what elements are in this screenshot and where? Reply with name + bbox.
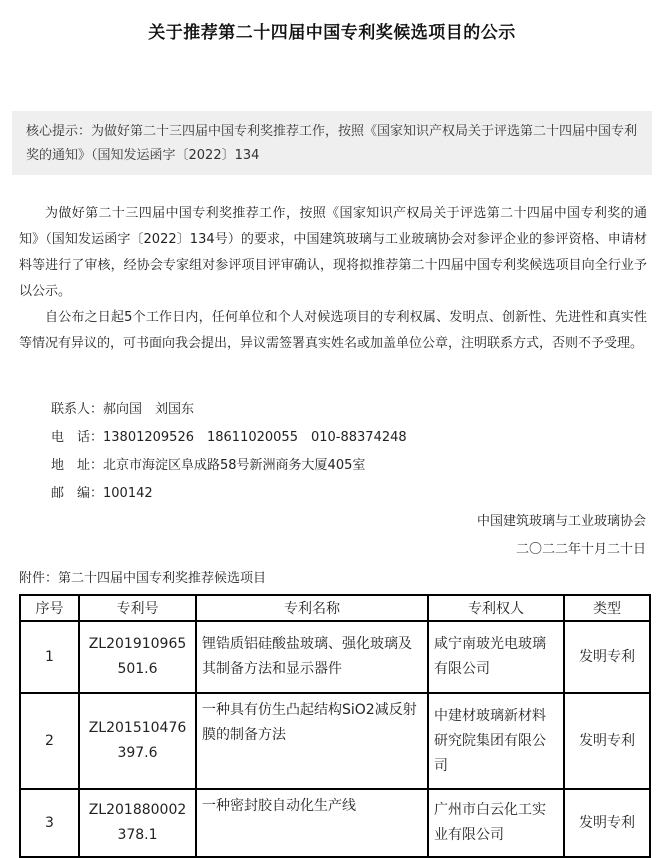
notice-body (19, 201, 647, 357)
cell-serial: 1 (20, 621, 79, 693)
cell-type: 发明专利 (564, 621, 650, 693)
attachment-caption: 附件：第二十四届中国专利奖推荐候选项目 (19, 571, 267, 586)
summary-text: 为做好第二十三四届中国专利奖推荐工作，按照《国家知识产权局关于评选第二十四届中国专利奖的通知》（国知发运函字〔2022〕134 (26, 124, 638, 163)
body-paragraph-2: 自公布之日起5个工作日内，任何单位和个人对候选项目的专利权属、发明点、创新性、先进性和真实性等情况有异议的，可书面向我会提出，异议需签署真实姓名或加盖单位公章，注明联系方式，否则不予受理。 (19, 310, 647, 351)
cell-patentee: 广州市白云化工实业有限公司 (428, 789, 564, 857)
contact-postcode-value: 100142 (103, 486, 153, 501)
contact-address-value: 北京市海淀区阜成路58号新洲商务大厦405室 (103, 458, 366, 473)
cell-patentee: 中建材玻璃新材料研究院集团有限公司 (428, 693, 564, 789)
summary-label: 核心提示： (26, 124, 92, 139)
contact-person-value: 郝向国 刘国东 (103, 402, 195, 417)
table-row (20, 621, 650, 693)
signature-organization: 中国建筑玻璃与工业玻璃协会 (476, 514, 646, 529)
cell-type: 发明专利 (564, 789, 650, 857)
header-type: 类型 (564, 595, 650, 621)
cell-patent-number: ZL201510476397.6 (79, 693, 196, 789)
header-patentee: 专利权人 (428, 595, 564, 621)
summary-box (12, 111, 652, 175)
cell-patent-name: 一种密封胶自动化生产线 (196, 789, 428, 857)
contact-phone (51, 425, 407, 451)
cell-patent-name: 一种具有仿生凸起结构SiO2减反射膜的制备方法 (196, 693, 428, 789)
body-paragraph-1: 为做好第二十三四届中国专利奖推荐工作，按照《国家知识产权局关于评选第二十四届中国专利奖的通知》（国知发运函字〔2022〕134号）的要求，中国建筑玻璃与工业玻璃协会对参评企业的参评资格、申请材料等进行了审核，经协会专家组对参评项目评审确认，现将拟推荐第二十四届中国专利奖候选项目向全行业予以公示。 (19, 206, 647, 299)
cell-serial: 2 (20, 693, 79, 789)
cell-patent-number: ZL201910965501.6 (79, 621, 196, 693)
contact-address (51, 453, 365, 479)
contact-phone-label: 电 话： (51, 430, 104, 445)
signature-date: 二〇二二年十月二十日 (515, 542, 646, 557)
cell-patent-name: 锂锆质铝硅酸盐玻璃、强化玻璃及其制备方法和显示器件 (196, 621, 428, 693)
contact-postcode (51, 481, 153, 507)
contact-phone-value: 13801209526 18611020055 010-88374248 (103, 430, 407, 445)
table-row (20, 789, 650, 857)
cell-serial: 3 (20, 789, 79, 857)
contact-person (51, 397, 194, 423)
header-serial: 序号 (20, 595, 79, 621)
table-header-row (20, 595, 650, 621)
contact-address-label: 地 址： (51, 458, 104, 473)
cell-patentee: 咸宁南玻光电玻璃有限公司 (428, 621, 564, 693)
table-row (20, 693, 650, 789)
cell-patent-number: ZL201880002378.1 (79, 789, 196, 857)
contact-postcode-label: 邮 编： (51, 486, 104, 501)
patent-table (19, 594, 651, 858)
cell-type: 发明专利 (564, 693, 650, 789)
page-title: 关于推荐第二十四届中国专利奖候选项目的公示 (148, 23, 516, 43)
contact-person-label: 联系人： (51, 402, 104, 417)
header-patent-number: 专利号 (79, 595, 196, 621)
header-patent-name: 专利名称 (196, 595, 428, 621)
